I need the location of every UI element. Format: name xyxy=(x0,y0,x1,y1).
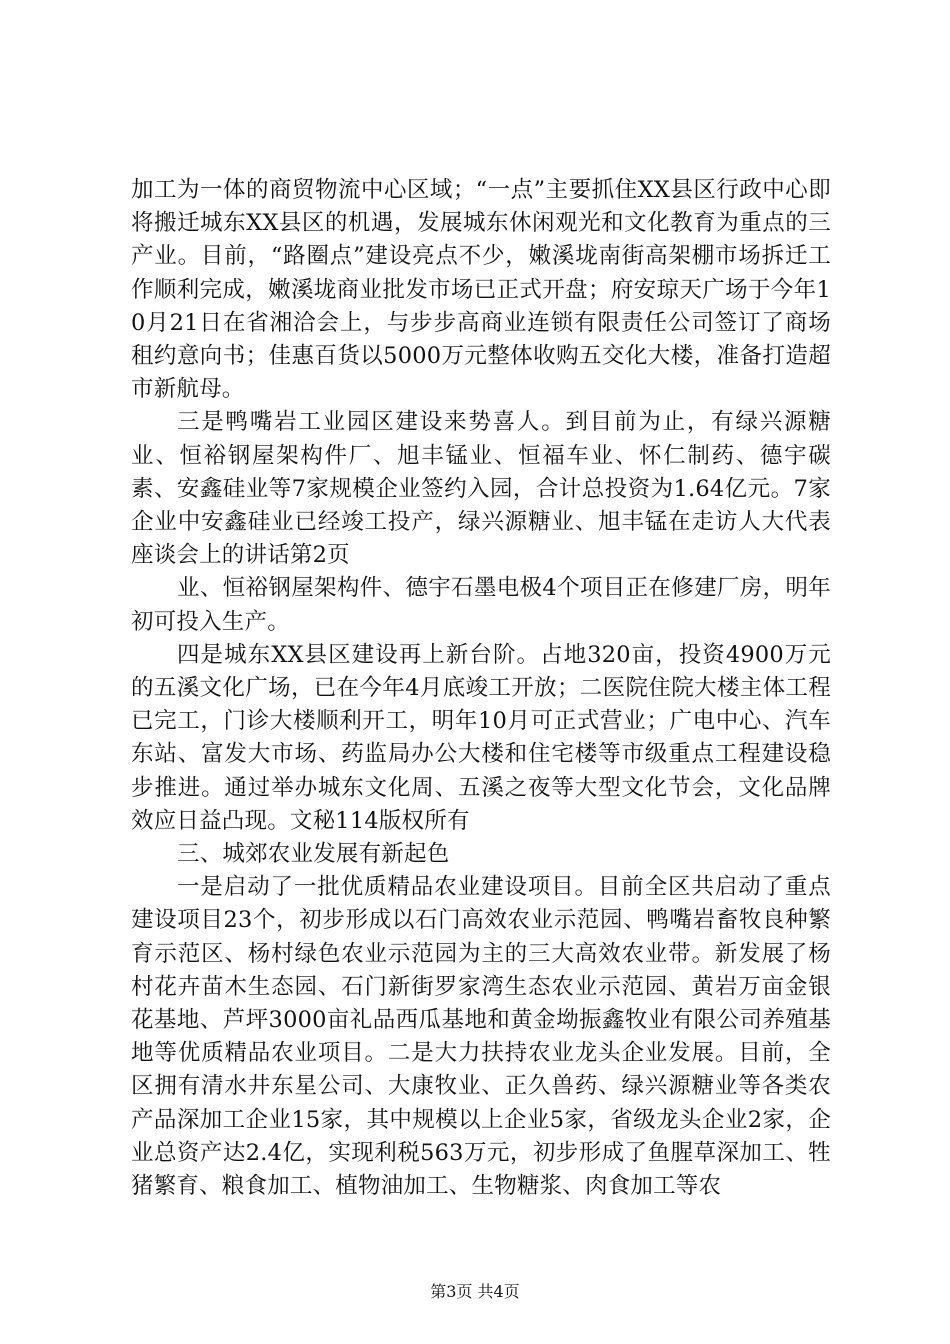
paragraph-continuation: 加工为一体的商贸物流中心区域；“一点”主要抓住XX县区行政中心即将搬迁城东XX县区的机遇，发展城东休闲观光和文化教育为重点的三产业。目前，“路圈点”建设亮点不少，嫩溪垅南街高架棚市场拆迁工作顺利完成，嫩溪垅商业批发市场已正式开盘；府安琼天广场于今年10月21日在省湘洽会上，与步步高商业连锁有限责任公司签订了商场租约意向书；佳惠百货以5000万元整体收购五交化大楼，准备打造超市新航母。 xyxy=(131,177,831,403)
paragraph-agriculture: 一是启动了一批优质精品农业建设项目。目前全区共启动了重点建设项目23个，初步形成以石门高效农业示范园、鸭嘴岩畜牧良种繁育示范区、杨村绿色农业示范园为主的三大高效农业带。新发展了杨村花卉苗木生态园、石门新街罗家湾生态农业示范园、黄岩万亩金银花基地、芦坪3000亩礼品西瓜基地和黄金坳振鑫牧业有限公司养殖基地等优质精品农业项目。二是大力扶持农业龙头企业发展。目前，全区拥有清水井东星公司、大康牧业、正久兽药、绿兴源糖业等各类农产品深加工企业15家，其中规模以上企业5家，省级龙头企业2家，企业总资产达2.4亿，实现利税563万元，初步形成了鱼腥草深加工、牲猪繁育、粮食加工、植物油加工、生物糖浆、肉食加工等农 xyxy=(131,874,831,1200)
page-number-footer: 第3页 共4页 xyxy=(430,1282,520,1301)
document-body xyxy=(131,174,831,1203)
paragraph-industrial-park-cont: 业、恒裕钢屋架构件、德宇石墨电极4个项目正在修建厂房，明年初可投入生产。 xyxy=(131,575,831,635)
paragraph-industrial-park: 三是鸭嘴岩工业园区建设来势喜人。到目前为止，有绿兴源糖业、恒裕钢屋架构件厂、旭丰锰业、恒福车业、怀仁制药、德宇碳素、安鑫硅业等7家规模企业签约入园，合计总投资为1.64亿元。7家企业中安鑫硅业已经竣工投产，绿兴源糖业、旭丰锰在走访人大代表座谈会上的讲话第2页 xyxy=(131,409,831,569)
section-heading-agriculture: 三、城郊农业发展有新起色 xyxy=(177,841,450,868)
paragraph-city-east: 四是城东XX县区建设再上新台阶。占地320亩，投资4900万元的五溪文化广场，已在今年4月底竣工开放；二医院住院大楼主体工程已完工，门诊大楼顺利开工，明年10月可正式营业；广电中心、汽车东站、富发大市场、药监局办公大楼和住宅楼等市级重点工程建设稳步推进。通过举办城东文化周、五溪之夜等大型文化节会，文化品牌效应日益凸现。文秘114版权所有 xyxy=(131,641,831,834)
